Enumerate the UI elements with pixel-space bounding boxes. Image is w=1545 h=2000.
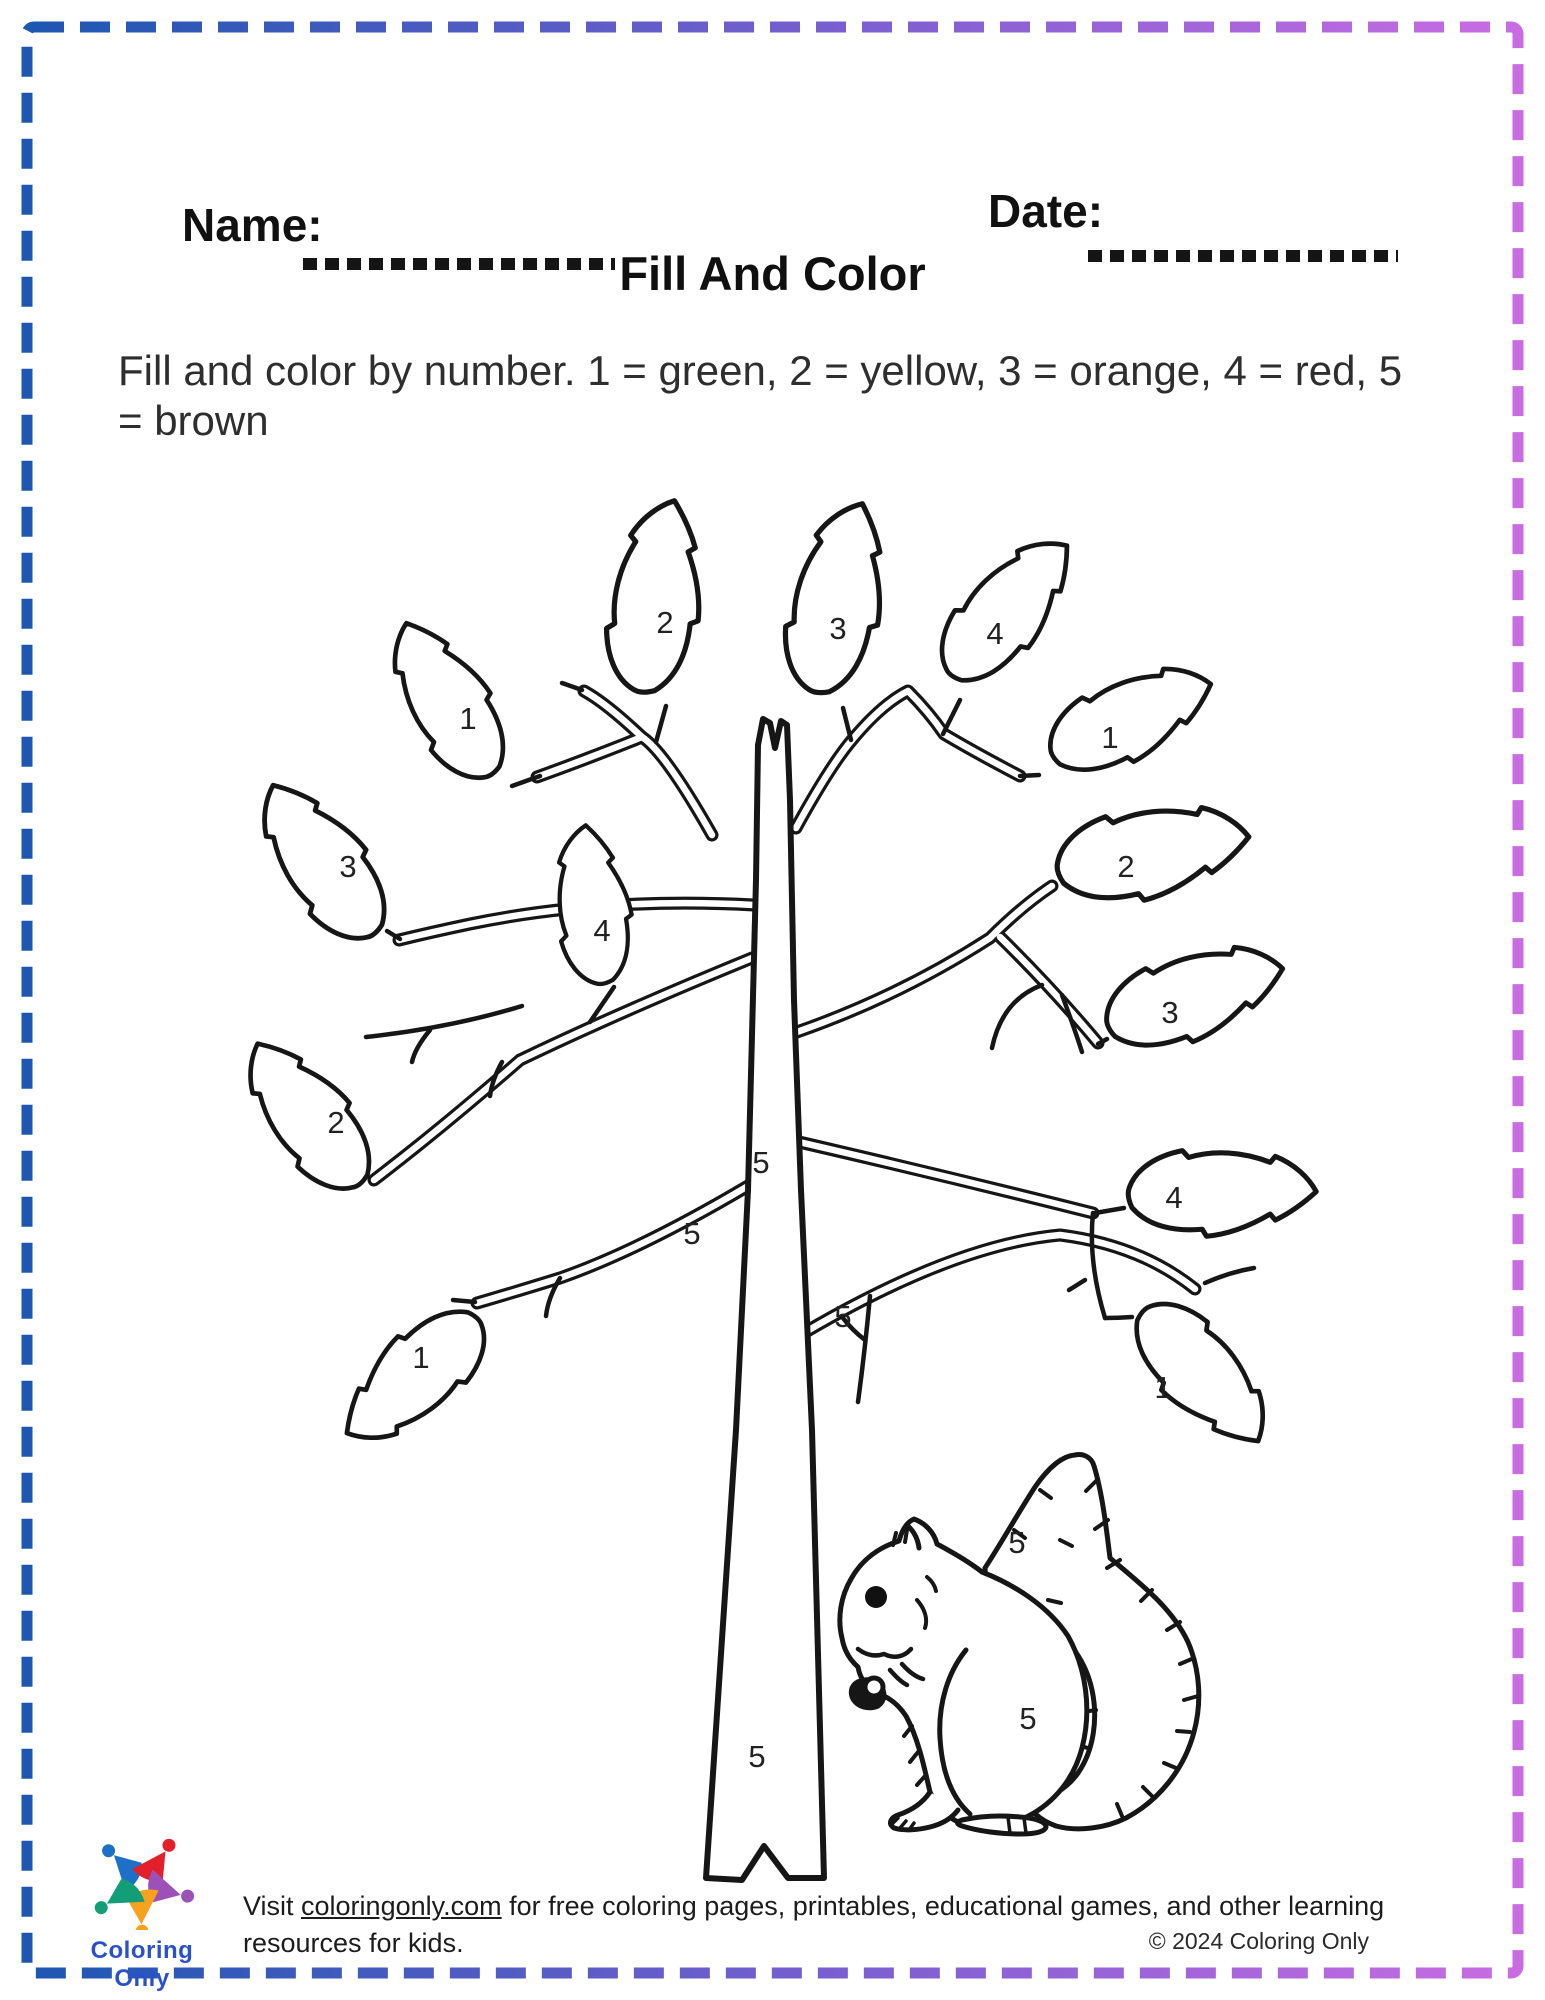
leaf-shape (366, 606, 528, 795)
number-label: 5 (1019, 1701, 1037, 1736)
tree-trunk (706, 719, 824, 1880)
tree-twig (992, 985, 1042, 1048)
date-label: Date: (988, 185, 1104, 237)
number-label: 5 (748, 1739, 766, 1774)
number-label: 1 (1101, 720, 1119, 755)
leaf-shape (1093, 921, 1295, 1069)
logo-text: Coloring Only (90, 1937, 194, 1992)
number-label: 2 (1117, 849, 1135, 884)
number-label: 3 (1161, 995, 1179, 1030)
number-label: 5 (752, 1145, 770, 1180)
number-label: 5 (834, 1299, 852, 1334)
logo[interactable] (62, 1834, 222, 1993)
leaf-shape (1035, 641, 1226, 794)
number-label: 4 (986, 616, 1004, 651)
squirrel-nut-top (865, 1678, 883, 1696)
leaf-shape (324, 1288, 504, 1468)
leaf-stem (1020, 775, 1039, 776)
name-label: Name: (182, 199, 323, 251)
number-label: 2 (327, 1105, 345, 1140)
number-label: 3 (339, 849, 357, 884)
number-label: 1 (459, 701, 477, 736)
squirrel-rear-foot (958, 1816, 1047, 1834)
leaf-stem (943, 700, 960, 734)
instructions-line2: = brown (118, 397, 269, 444)
logo-star-icon (62, 1834, 222, 1930)
leaf-shape (234, 765, 410, 958)
tree-twig (858, 1296, 870, 1402)
footer-visit-suffix: for free coloring pages, printables, educational games, and other learning resources for kids. (243, 1891, 1385, 1958)
number-label: 4 (593, 913, 611, 948)
number-label: 3 (829, 611, 847, 646)
leaf-shape (775, 494, 898, 700)
logo-figure (89, 1874, 146, 1927)
number-label: 4 (1165, 1180, 1183, 1215)
leaf-shape (922, 516, 1092, 702)
copyright-text: © 2024 Coloring Only (1148, 1928, 1369, 1954)
instructions-line1: Fill and color by number. 1 = green, 2 = yellow, 3 = orange, 4 = red, 5 (118, 347, 1403, 394)
tree-twig (1069, 1280, 1085, 1290)
leaf-shape (600, 495, 710, 697)
leaf-stem (656, 706, 666, 742)
leaf-stem (453, 1300, 475, 1302)
leaf-shape (1113, 1284, 1293, 1464)
coloringonly-link[interactable]: coloringonly.com (301, 1891, 502, 1921)
leaf-shape (1048, 784, 1258, 918)
tree-branch (374, 958, 752, 1180)
leaf-stem (843, 708, 851, 740)
squirrel-drawing (840, 1455, 1199, 1834)
tree-twig (1092, 1213, 1105, 1318)
tree-branch (584, 691, 712, 835)
tree-twig (366, 1006, 522, 1037)
tree-branch (477, 1186, 748, 1303)
number-label: 2 (656, 605, 674, 640)
number-label: 5 (1008, 1525, 1026, 1560)
number-label: 1 (1154, 1370, 1172, 1405)
squirrel-eye (865, 1586, 887, 1608)
leaf-stem (1095, 1208, 1124, 1213)
tree-twig (562, 683, 582, 690)
leaf-shape (1125, 1139, 1319, 1242)
tree-twig (412, 1030, 430, 1062)
footer-visit-prefix: Visit (243, 1891, 302, 1921)
tree-twig (1205, 1268, 1254, 1283)
number-label: 1 (412, 1340, 430, 1375)
number-label: 5 (683, 1216, 701, 1251)
logo-figure (145, 1869, 197, 1909)
leaf-stem (1105, 1317, 1132, 1318)
page-title: Fill And Color (619, 247, 926, 300)
